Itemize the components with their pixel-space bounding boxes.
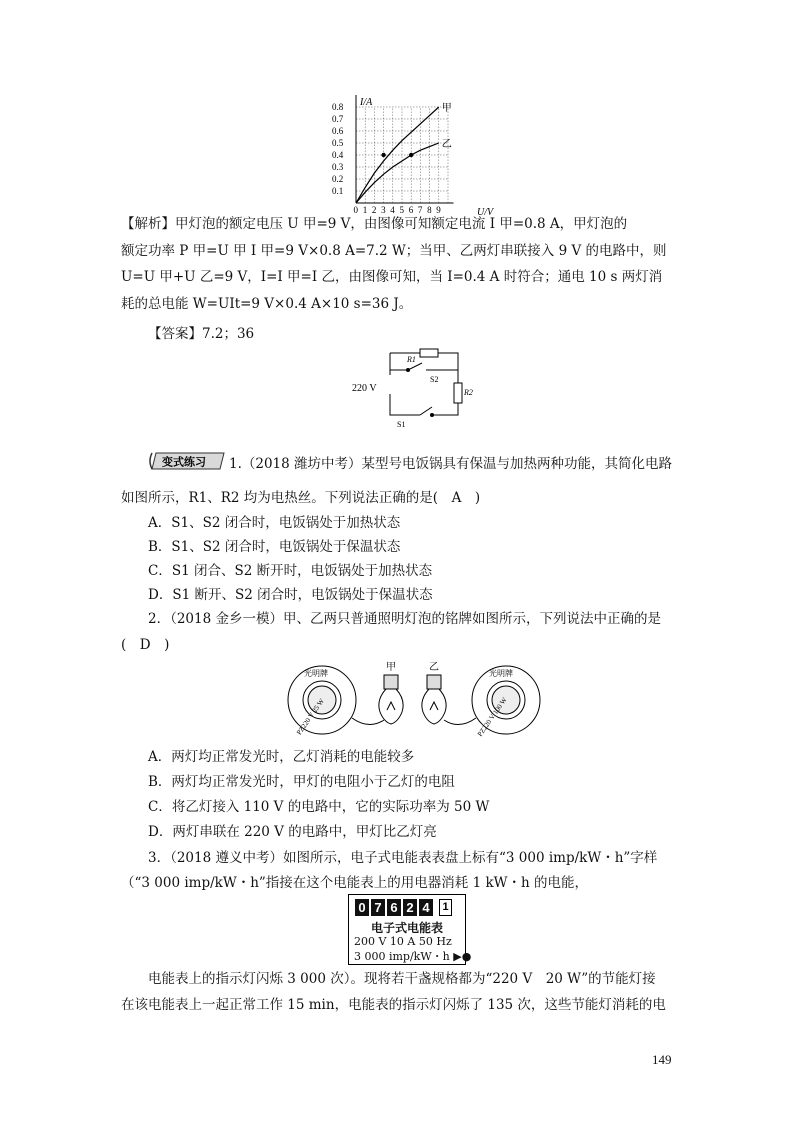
y-tick-label: 0.6 [332,126,344,136]
meter-title: 电子式电能表 [370,921,443,935]
y-tick-label: 0.5 [332,138,344,148]
circuit-diagram [350,345,480,430]
bulbs-illustration [284,660,544,740]
q3-line-2: （“3 000 imp/kW・h”指接在这个电能表上的用电器消耗 1 kW・h 的电能， [121,875,589,891]
x-tick-label: 8 [427,205,432,215]
electric-meter [348,894,472,965]
x-tick-label: 3 [381,205,386,215]
iu-graph [330,90,500,220]
series [356,102,452,203]
resistor-r2 [454,383,462,403]
s1-label: S1 [397,420,406,429]
bulb-jia [379,675,403,724]
analysis-line-4: 耗的总电能 W=UIt=9 V×0.4 A×10 s=36 J。 [121,296,413,312]
voltage-label: 220 V [352,383,377,394]
q1-line-2: 如图所示，R1、R2 均为电热丝。下列说法正确的是( A ) [121,490,481,506]
circuit-wire [390,353,458,415]
q2-option-c: C．将乙灯接入 110 V 的电路中，它的实际功率为 50 W [148,799,490,815]
meter-spec-1: 200 V 10 A 50 Hz [354,935,452,948]
meter-digit: 6 [387,899,401,916]
q2-line-1: 2．（2018 金乡一模）甲、乙两只普通照明灯泡的铭牌如图所示，下列说法中正确的是 [148,611,661,627]
q2-option-b: B．两灯均正常发光时，甲灯的电阻小于乙灯的电阻 [148,774,455,790]
y-tick-label: 0.4 [332,150,344,160]
y-axis-label: I/A [360,97,373,108]
right-spec: PZ220 V 100 W [475,696,509,739]
q1-option-a: A．S1、S2 闭合时，电饭锅处于加热状态 [148,515,401,531]
q3-line-3: 电能表上的指示灯闪烁 3 000 次）。现将若干盏规格都为“220 V 20 W”的节能灯接 [148,971,656,987]
grid [356,107,448,203]
series-line-yi [356,143,439,203]
meter-digit: 4 [419,899,433,916]
left-brand: 光明牌 [304,669,328,678]
q3-line-4: 在该电能表上一起正常工作 15 min，电能表的指示灯闪烁了 135 次，这些节能灯消耗的电 [121,997,666,1013]
q2-option-d: D．两灯串联在 220 V 的电路中，甲灯比乙灯亮 [148,824,437,840]
bulb-yi [422,675,446,724]
page-number: 149 [652,1052,672,1067]
marker-point [409,153,413,157]
q1-line-1: 1.（2018 潍坊中考）某型号电饭锅具有保温与加热两种功能，其简化电路 [229,456,673,472]
s2-label: S2 [430,375,439,384]
resistor-r1 [420,349,438,357]
meter-digits [355,899,454,916]
y-tick-label: 0.3 [332,162,344,172]
x-tick-label: 5 [399,205,404,215]
series-label-jia: 甲 [441,103,452,114]
x-axis-label: U/V [477,207,494,218]
answer-line: 【答案】7.2；36 [148,326,255,342]
switch-s2 [390,363,458,370]
badge-label: 变式练习 [162,456,206,469]
analysis-line-1: 【解析】甲灯泡的额定电压 U 甲=9 V，由图像可知额定电流 I 甲=0.8 A，甲灯泡的 [121,216,628,232]
left-spec: PZ220 V 25 W [295,697,326,737]
r1-label: R1 [407,355,416,364]
switch-s1 [420,407,432,415]
x-tick-label: 1 [362,205,368,215]
meter-spec-2: 3 000 imp/kW・h ▶● [354,950,472,963]
meter-digit: 0 [355,899,369,916]
x-tick-label: 7 [417,205,423,215]
meter-decimal-digit: 1 [439,899,452,916]
analysis-line-2: 额定功率 P 甲=U 甲 I 甲=9 V×0.8 A=7.2 W；当甲、乙两灯串联接入 9 V 的电路中，则 [121,243,667,259]
y-tick-label: 0.2 [332,174,344,184]
q3-line-1: 3．（2018 遵义中考）如图所示，电子式电能表表盘上标有“3 000 imp/kW・h”字样 [148,850,658,866]
right-brand: 光明牌 [489,669,513,678]
q1-option-c: C．S1 闭合、S2 断开时，电饭锅处于加热状态 [148,563,433,579]
r2-label: R2 [464,388,473,397]
series-label-yi: 乙 [441,139,452,150]
practice-badge [148,452,228,470]
marker-point [381,153,385,157]
analysis-line-3: U=U 甲+U 乙=9 V，I=I 甲=I 乙，由图像可知，当 I=0.4 A 时符合；通电 10 s 两灯消 [121,269,663,285]
x-tick-label: 2 [371,205,377,215]
meter-digit: 7 [371,899,385,916]
meter-digit: 2 [403,899,417,916]
x-tick-label: 6 [408,205,414,215]
bulb-jia-label: 甲 [386,662,396,673]
y-tick-label: 0.1 [332,186,344,196]
q1-option-b: B．S1、S2 闭合时，电饭锅处于保温状态 [148,539,401,555]
bulb-yi-label: 乙 [429,662,439,673]
x-tick-label: 9 [436,205,441,215]
q2-line-2: ( D ) [121,637,170,653]
q1-option-d: D．S1 断开、S2 闭合时，电饭锅处于保温状态 [148,587,433,603]
q2-option-a: A．两灯均正常发光时，乙灯消耗的电能较多 [148,749,415,765]
x-tick-label: 0 [353,205,358,215]
y-tick-label: 0.8 [332,102,344,112]
y-tick-label: 0.7 [332,114,344,124]
x-tick-label: 4 [390,205,395,215]
